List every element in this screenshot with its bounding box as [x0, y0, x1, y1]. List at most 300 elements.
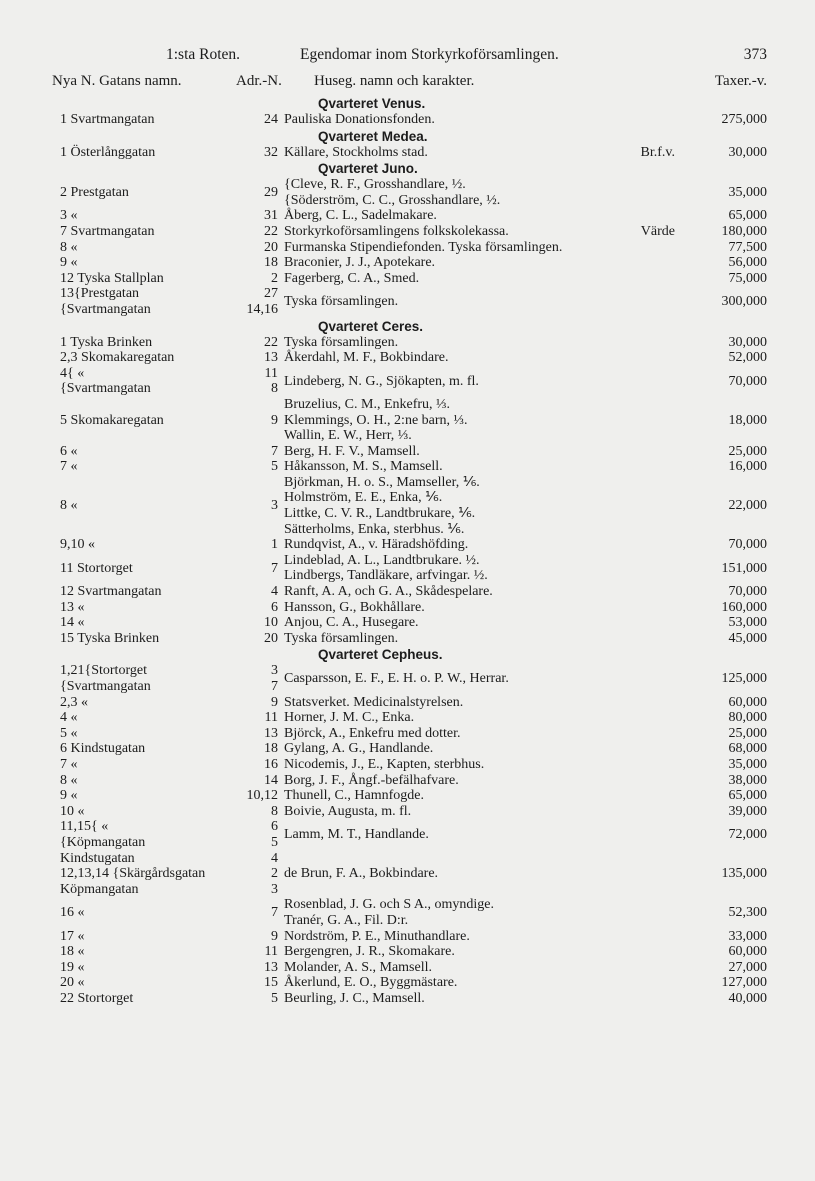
- ledger-row: [0, 208, 815, 224]
- owner-name-line: Tyska församlingen.: [284, 334, 399, 350]
- tax-value: 56,000: [728, 255, 767, 271]
- tax-value: 35,000: [728, 757, 767, 772]
- address-number-line: 9: [271, 928, 278, 944]
- street-address-line: 12,13,14 {Skärgårdsgatan: [60, 866, 206, 882]
- street-address-line: 22 Stortorget: [60, 990, 134, 1006]
- street-address-line: {Köpmangatan: [60, 834, 146, 850]
- tax-value: 25,000: [728, 443, 767, 459]
- owner-name-line: Lindeblad, A. L., Landtbrukare. ½.: [284, 552, 480, 568]
- ledger-row: [0, 991, 815, 1007]
- owner-name-line: Björkman, H. o. S., Mamseller, ⅙.: [284, 474, 480, 490]
- ledger-row: [0, 788, 815, 804]
- owner-name: [284, 224, 684, 240]
- address-number-line: 8: [271, 803, 278, 819]
- ledger-row: [0, 537, 815, 553]
- owner-name-line: Storkyrkoförsamlingens folkskolekassa.: [284, 223, 509, 239]
- address-number: [232, 991, 278, 1007]
- street-address-line: 9 «: [60, 788, 78, 804]
- address-number: [232, 240, 278, 256]
- address-number-line: 11: [264, 365, 278, 381]
- owner-name: [284, 240, 684, 256]
- owner-name-line: Bruzelius, C. M., Enkefru, ⅓.: [284, 396, 451, 412]
- street-address-line: 9,10 «: [60, 537, 95, 553]
- ledger-row: [0, 600, 815, 616]
- street-address: [60, 804, 248, 820]
- street-address: [60, 537, 248, 553]
- tax-value: 75,000: [728, 270, 767, 286]
- street-address-line: 12 Svartmangatan: [60, 584, 162, 600]
- tax-value: 60,000: [728, 694, 767, 710]
- address-number-line: 24: [264, 112, 278, 127]
- street-address: [60, 335, 248, 351]
- owner-name: [284, 177, 684, 208]
- tax-value: 33,000: [728, 928, 767, 944]
- address-number-line: 27: [264, 286, 278, 302]
- owner-name-line: Åberg, C. L., Sadelmakare.: [284, 208, 437, 224]
- address-number-line: 31: [264, 208, 278, 224]
- address-number-line: 6: [271, 599, 278, 615]
- address-number-line: 7: [271, 443, 278, 459]
- owner-name-line: Holmström, E. E., Enka, ⅙.: [284, 490, 443, 506]
- owner-name: [284, 671, 684, 687]
- street-address: [60, 208, 248, 224]
- street-address-line: 5 Skomakaregatan: [60, 412, 164, 428]
- street-address-line: 8 «: [60, 498, 78, 514]
- owner-name-line: Casparsson, E. F., E. H. o. P. W., Herrar.: [284, 671, 509, 687]
- address-number: [232, 819, 278, 850]
- owner-name-line: Rundqvist, A., v. Häradshöfding.: [284, 537, 469, 553]
- ledger-row: [0, 286, 815, 317]
- address-number-line: 20: [264, 630, 278, 646]
- street-address: [60, 255, 248, 271]
- street-address: [60, 459, 248, 475]
- address-number-line: 10: [264, 615, 278, 631]
- address-number: [232, 757, 278, 773]
- address-number: [232, 185, 278, 201]
- street-address-line: 6 «: [60, 443, 78, 459]
- address-number-line: 14: [264, 772, 278, 788]
- owner-name: [284, 537, 684, 553]
- tax-value: 22,000: [728, 498, 767, 514]
- address-number-line: 22: [264, 334, 278, 350]
- address-number-line: 14,16: [246, 301, 278, 317]
- owner-name: [284, 960, 684, 976]
- address-number: [232, 224, 278, 240]
- owner-name: [284, 294, 684, 310]
- street-address: [60, 631, 248, 647]
- owner-name: [284, 475, 684, 537]
- address-number-line: 9: [271, 412, 278, 428]
- ledger-row: [0, 397, 815, 444]
- address-number-line: 2: [271, 270, 278, 286]
- street-address: [60, 710, 248, 726]
- owner-name-line: Thunell, C., Hamnfogde.: [284, 788, 424, 804]
- street-address-line: 20 «: [60, 975, 85, 991]
- address-number-line: 5: [271, 990, 278, 1006]
- tax-value: 60,000: [728, 944, 767, 960]
- owner-name-line: Åkerdahl, M. F., Bokbindare.: [284, 350, 449, 366]
- owner-name-line: {Cleve, R. F., Grosshandlare, ½.: [284, 177, 466, 193]
- owner-name-line: Lamm, M. T., Handlande.: [284, 827, 429, 843]
- owner-name: [284, 827, 684, 843]
- ledger-row: [0, 335, 815, 351]
- street-address-line: {Svartmangatan: [60, 301, 151, 317]
- tax-value: 35,000: [728, 184, 767, 200]
- address-number: [232, 975, 278, 991]
- col-adr: Adr.-N.: [236, 73, 282, 89]
- ledger-row: [0, 710, 815, 726]
- street-address-line: Kindstugatan: [60, 850, 135, 866]
- roten-label: 1:sta Roten.: [166, 46, 241, 63]
- street-address: [60, 600, 248, 616]
- owner-name-line: Rosenblad, J. G. och S A., omyndige.: [284, 897, 494, 913]
- street-address-line: 13{Prestgatan: [60, 286, 140, 302]
- address-number-line: 13: [264, 350, 278, 366]
- ledger-row: [0, 773, 815, 789]
- owner-name-line: Bergengren, J. R., Skomakare.: [284, 944, 455, 960]
- street-address: [60, 819, 248, 850]
- tax-value: 27,000: [728, 959, 767, 975]
- ledger-row: [0, 757, 815, 773]
- street-address: [60, 271, 248, 287]
- owner-name-line: Klemmings, O. H., 2:ne barn, ⅓.: [284, 412, 468, 428]
- street-address: [60, 350, 248, 366]
- value-note: Br.f.v.: [640, 144, 675, 160]
- address-number: [232, 271, 278, 287]
- street-address: [60, 991, 248, 1007]
- owner-name-line: Statsverket. Medicinalstyrelsen.: [284, 694, 464, 710]
- address-number: [232, 255, 278, 271]
- ledger-row: [0, 475, 815, 537]
- tax-value: 39,000: [728, 803, 767, 819]
- ledger-row: [0, 255, 815, 271]
- tax-value: 127,000: [721, 975, 767, 991]
- ledger-row: [0, 177, 815, 208]
- owner-name: [284, 112, 684, 128]
- tax-value: 300,000: [721, 294, 767, 310]
- street-address-line: 1 Tyska Brinken: [60, 334, 153, 350]
- address-number: [232, 444, 278, 460]
- address-number-line: 7: [271, 560, 278, 576]
- tax-value: 70,000: [728, 537, 767, 553]
- street-address: [60, 444, 248, 460]
- street-address-line: 19 «: [60, 959, 85, 975]
- owner-name-line: Åkerlund, E. O., Byggmästare.: [284, 975, 458, 991]
- tax-value: 135,000: [721, 866, 767, 882]
- street-address-line: 17 «: [60, 928, 85, 944]
- address-number: [232, 413, 278, 429]
- ledger-row: [0, 741, 815, 757]
- tax-value: 16,000: [728, 459, 767, 475]
- street-address-line: 7 Svartmangatan: [60, 223, 155, 239]
- tax-value: 52,300: [728, 905, 767, 921]
- street-address-line: 6 Kindstugatan: [60, 741, 146, 757]
- ledger-row: [0, 366, 815, 397]
- tax-value: 160,000: [721, 599, 767, 615]
- owner-name-line: Wallin, E. W., Herr, ⅓.: [284, 428, 412, 444]
- owner-name: [284, 726, 684, 742]
- address-number: [232, 905, 278, 921]
- street-address-line: 2 Prestgatan: [60, 184, 129, 200]
- street-address-line: 1 Österlånggatan: [60, 144, 156, 160]
- owner-name-line: Anjou, C. A., Husegare.: [284, 615, 419, 631]
- owner-name: [284, 788, 684, 804]
- address-number-line: 7: [271, 905, 278, 921]
- address-number: [232, 286, 278, 317]
- owner-name: [284, 444, 684, 460]
- address-number-line: 1: [271, 537, 278, 553]
- address-number-line: 3: [271, 498, 278, 514]
- street-address: [60, 366, 248, 397]
- owner-name-line: Braconier, J. J., Apotekare.: [284, 255, 436, 271]
- page-number: 373: [743, 46, 767, 63]
- owner-name-line: Hansson, G., Bokhållare.: [284, 599, 425, 615]
- address-number-line: 5: [271, 834, 278, 850]
- address-number-line: 15: [264, 975, 278, 991]
- tax-value: 30,000: [728, 144, 767, 160]
- ledger-row: [0, 584, 815, 600]
- ledger-row: [0, 240, 815, 256]
- address-number-line: 13: [264, 959, 278, 975]
- owner-name: [284, 255, 684, 271]
- tax-value: 25,000: [728, 725, 767, 741]
- owner-name-line: Håkansson, M. S., Mamsell.: [284, 459, 443, 475]
- street-address: [60, 663, 248, 694]
- address-number: [232, 537, 278, 553]
- ledger-row: [0, 631, 815, 647]
- ledger-row: [0, 819, 815, 850]
- owner-name: [284, 804, 684, 820]
- address-number-line: 3: [271, 881, 278, 897]
- section-title: Qvarteret Medea.: [318, 128, 428, 144]
- owner-name: [284, 710, 684, 726]
- address-number: [232, 944, 278, 960]
- section-title: Qvarteret Cepheus.: [318, 647, 443, 663]
- street-address: [60, 757, 248, 773]
- tax-value: 68,000: [728, 741, 767, 757]
- address-number: [232, 561, 278, 577]
- address-number-line: 7: [271, 679, 278, 695]
- section-heading: [0, 128, 815, 145]
- address-number-line: 32: [264, 144, 278, 160]
- address-number: [232, 741, 278, 757]
- address-number-line: 6: [271, 819, 278, 835]
- owner-name: [284, 975, 684, 991]
- address-number-line: 5: [271, 459, 278, 475]
- street-address-line: 4 «: [60, 710, 78, 726]
- street-address-line: 7 «: [60, 459, 78, 475]
- address-number: [232, 695, 278, 711]
- owner-name: [284, 145, 684, 161]
- street-address-line: 15 Tyska Brinken: [60, 630, 160, 646]
- tax-value: 30,000: [728, 334, 767, 350]
- owner-name-line: Tyska församlingen.: [284, 294, 399, 310]
- address-number-line: 4: [271, 850, 278, 866]
- tax-value: 53,000: [728, 615, 767, 631]
- address-number: [232, 773, 278, 789]
- owner-name: [284, 374, 684, 390]
- owner-name-line: Nordström, P. E., Minuthandlare.: [284, 928, 470, 944]
- owner-name: [284, 631, 684, 647]
- page-title: Egendomar inom Storkyrkoförsamlingen.: [300, 46, 559, 63]
- street-address: [60, 944, 248, 960]
- street-address: [60, 286, 248, 317]
- street-address: [60, 185, 248, 201]
- address-number-line: 29: [264, 184, 278, 200]
- owner-name-line: Lindbergs, Tandläkare, arfvingar. ½.: [284, 568, 488, 584]
- street-address: [60, 960, 248, 976]
- owner-name-line: Tyska församlingen.: [284, 630, 399, 646]
- street-address-line: Köpmangatan: [60, 881, 139, 897]
- street-address-line: 11 Stortorget: [60, 560, 133, 576]
- tax-value: 125,000: [721, 671, 767, 687]
- street-address: [60, 240, 248, 256]
- ledger-row: [0, 112, 815, 128]
- ledger-content: [0, 95, 815, 1007]
- address-number: [232, 929, 278, 945]
- owner-name-line: Nicodemis, J., E., Kapten, sterbhus.: [284, 757, 485, 772]
- tax-value: 65,000: [728, 788, 767, 804]
- ledger-row: [0, 897, 815, 928]
- owner-name: [284, 459, 684, 475]
- address-number: [232, 112, 278, 128]
- ledger-row: [0, 145, 815, 161]
- ledger-row: [0, 444, 815, 460]
- address-number: [232, 350, 278, 366]
- column-headers: [0, 73, 815, 93]
- street-address-line: {Svartmangatan: [60, 679, 151, 695]
- owner-name-line: Ranft, A. A, och G. A., Skådespelare.: [284, 584, 493, 600]
- section-heading: [0, 318, 815, 335]
- address-number-line: 16: [264, 757, 278, 772]
- owner-name-line: de Brun, F. A., Bokbindare.: [284, 866, 439, 882]
- tax-value: 275,000: [721, 112, 767, 127]
- street-address: [60, 788, 248, 804]
- address-number-line: 3: [271, 663, 278, 679]
- owner-name-line: Fagerberg, C. A., Smed.: [284, 270, 420, 286]
- owner-name: [284, 350, 684, 366]
- owner-name-line: Littke, C. V. R., Landtbrukare, ⅙.: [284, 506, 476, 522]
- owner-name-line: Sätterholms, Enka, sterbhus. ⅙.: [284, 521, 465, 537]
- owner-name: [284, 271, 684, 287]
- tax-value: 45,000: [728, 630, 767, 646]
- owner-name-line: {Söderström, C. C., Grosshandlare, ½.: [284, 192, 501, 208]
- owner-name: [284, 584, 684, 600]
- ledger-row: [0, 960, 815, 976]
- street-address-line: 1 Svartmangatan: [60, 112, 155, 127]
- ledger-row: [0, 271, 815, 287]
- ledger-row: [0, 944, 815, 960]
- address-number-line: 8: [271, 381, 278, 397]
- owner-name-line: Molander, A. S., Mamsell.: [284, 959, 432, 975]
- address-number-line: 4: [271, 584, 278, 600]
- street-address-line: 9 «: [60, 255, 78, 271]
- owner-name: [284, 553, 684, 584]
- address-number: [232, 788, 278, 804]
- address-number: [232, 208, 278, 224]
- owner-name: [284, 741, 684, 757]
- street-address-line: 4{ «: [60, 365, 85, 381]
- ledger-row: [0, 553, 815, 584]
- street-address-line: 10 «: [60, 803, 85, 819]
- address-number-line: 18: [264, 741, 278, 757]
- owner-name: [284, 991, 684, 1007]
- street-address-line: 12 Tyska Stallplan: [60, 270, 164, 286]
- street-address-line: 13 «: [60, 599, 85, 615]
- street-address: [60, 726, 248, 742]
- address-number: [232, 804, 278, 820]
- owner-name: [284, 929, 684, 945]
- ledger-row: [0, 726, 815, 742]
- street-address-line: 5 «: [60, 725, 78, 741]
- owner-name: [284, 397, 684, 444]
- street-address-line: 16 «: [60, 905, 85, 921]
- street-address-line: 7 «: [60, 757, 78, 772]
- owner-name: [284, 335, 684, 351]
- tax-value: 18,000: [728, 412, 767, 428]
- owner-name-line: Björck, A., Enkefru med dotter.: [284, 725, 461, 741]
- street-address: [60, 224, 248, 240]
- address-number-line: 22: [264, 223, 278, 239]
- owner-name-line: Boivie, Augusta, m. fl.: [284, 803, 412, 819]
- street-address: [60, 975, 248, 991]
- ledger-row: [0, 615, 815, 631]
- owner-name-line: Lindeberg, N. G., Sjökapten, m. fl.: [284, 373, 479, 389]
- tax-value: 180,000: [721, 223, 767, 239]
- street-address: [60, 145, 248, 161]
- address-number: [232, 960, 278, 976]
- section-heading: [0, 160, 815, 177]
- section-title: Qvarteret Venus.: [318, 96, 426, 111]
- value-note: Värde: [640, 223, 675, 239]
- ledger-row: [0, 975, 815, 991]
- section-title: Qvarteret Juno.: [318, 161, 418, 177]
- owner-name-line: Berg, H. F. V., Mamsell.: [284, 443, 420, 459]
- street-address: [60, 773, 248, 789]
- street-address-line: 14 «: [60, 615, 85, 631]
- street-address-line: 18 «: [60, 944, 85, 960]
- street-address: [60, 584, 248, 600]
- tax-value: 70,000: [728, 584, 767, 600]
- ledger-row: [0, 804, 815, 820]
- section-title: Qvarteret Ceres.: [318, 318, 424, 334]
- section-heading: [0, 95, 815, 112]
- address-number-line: 11: [264, 710, 278, 726]
- owner-name: [284, 897, 684, 928]
- street-address: [60, 929, 248, 945]
- street-address: [60, 498, 248, 514]
- tax-value: 80,000: [728, 710, 767, 726]
- owner-name: [284, 757, 684, 773]
- ledger-row: [0, 350, 815, 366]
- page-header: [0, 46, 815, 66]
- street-address-line: 11,15{ «: [60, 819, 109, 835]
- address-number: [232, 631, 278, 647]
- owner-name: [284, 600, 684, 616]
- owner-name: [284, 866, 684, 882]
- tax-value: 77,500: [728, 239, 767, 255]
- address-number-line: 2: [271, 866, 278, 882]
- street-address-line: 2,3 Skomakaregatan: [60, 350, 175, 366]
- col-tax: Taxer.-v.: [714, 73, 767, 89]
- address-number: [232, 851, 278, 898]
- ledger-row: [0, 663, 815, 694]
- address-number: [232, 600, 278, 616]
- address-number: [232, 726, 278, 742]
- address-number: [232, 366, 278, 397]
- street-address: [60, 615, 248, 631]
- address-number: [232, 145, 278, 161]
